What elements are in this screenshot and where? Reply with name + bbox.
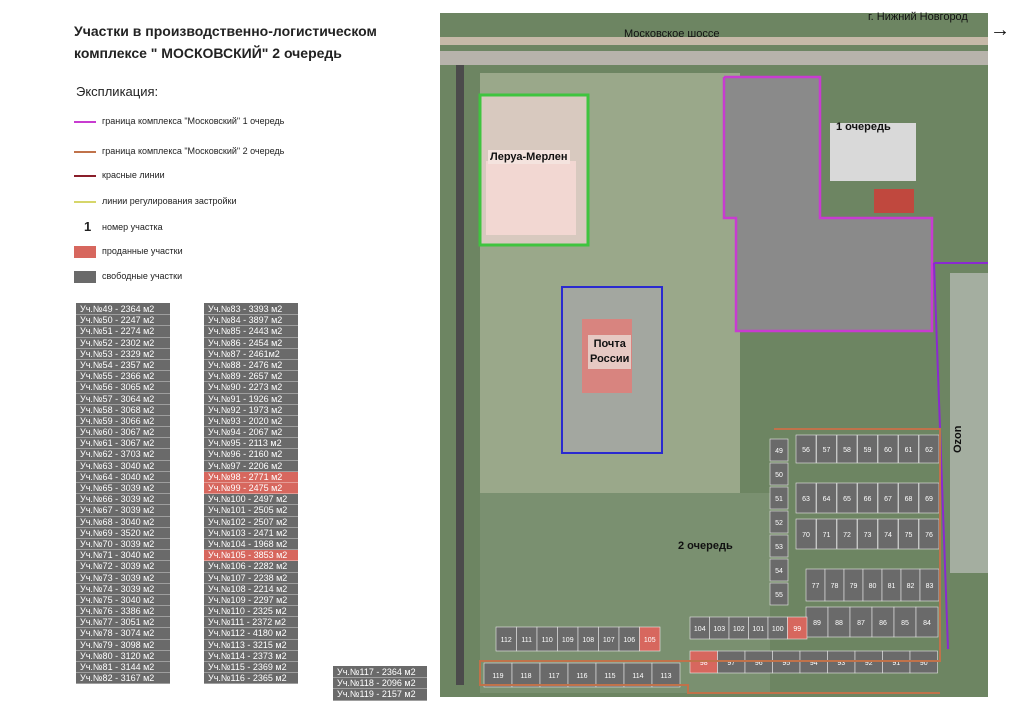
plot-number-101: 101 [752, 626, 765, 633]
plot-row: Уч.№88 - 2476 м2 [204, 360, 298, 371]
plot-number-51: 51 [775, 496, 783, 503]
plot-row: Уч.№85 - 2443 м2 [204, 326, 298, 337]
plot-row: Уч.№60 - 3067 м2 [76, 427, 170, 438]
plot-number-66: 66 [863, 496, 872, 503]
plot-row: Уч.№102 - 2507 м2 [204, 517, 298, 528]
plot-row: Уч.№101 - 2505 м2 [204, 505, 298, 516]
plot-number-88: 88 [835, 620, 843, 627]
plot-row: Уч.№113 - 3215 м2 [204, 640, 298, 651]
plot-row: Уч.№83 - 3393 м2 [204, 304, 298, 315]
plot-number-96: 96 [754, 660, 763, 667]
plot-row: Уч.№76 - 3386 м2 [76, 606, 170, 617]
highway-label: Московское шоссе [624, 28, 720, 40]
plot-number-79: 79 [849, 583, 858, 590]
legend-label: свободные участки [102, 271, 183, 281]
plot-number-53: 53 [775, 544, 783, 551]
plot-row: Уч.№105 - 3853 м2 [204, 550, 298, 561]
plot-number-116: 116 [576, 673, 588, 680]
plot-number-84: 84 [923, 620, 931, 627]
plot-number-93: 93 [837, 660, 846, 667]
plot-row: Уч.№91 - 1926 м2 [204, 394, 298, 405]
legend-label: проданные участки [102, 246, 183, 256]
plot-row: Уч.№103 - 2471 м2 [204, 528, 298, 539]
plot-row: Уч.№80 - 3120 м2 [76, 651, 170, 662]
plot-number-71: 71 [822, 532, 831, 539]
phase2-label: 2 очередь [678, 540, 733, 552]
plot-row: Уч.№67 - 3039 м2 [76, 505, 170, 516]
plot-number-83: 83 [925, 583, 934, 590]
plot-number-94: 94 [809, 660, 818, 667]
plot-number-76: 76 [925, 532, 933, 539]
plot-row: Уч.№97 - 2206 м2 [204, 461, 298, 472]
plot-row: Уч.№55 - 2366 м2 [76, 371, 170, 382]
plot-number-106: 106 [623, 637, 636, 644]
red-lines-swatch [74, 175, 96, 177]
phase2-border-swatch [74, 151, 96, 153]
plot-number-95: 95 [782, 660, 791, 667]
plot-row: Уч.№92 - 1973 м2 [204, 405, 298, 416]
legend-item-building-lines [74, 194, 434, 210]
plot-row: Уч.№109 - 2297 м2 [204, 595, 298, 606]
plot-number-52: 52 [775, 520, 783, 527]
plot-row: Уч.№64 - 3040 м2 [76, 472, 170, 483]
post-label-line1: Почта [593, 338, 626, 350]
plot-row: Уч.№57 - 3064 м2 [76, 394, 170, 405]
free-swatch [74, 271, 96, 283]
west-road [456, 65, 464, 685]
plot-number-98: 98 [699, 660, 708, 667]
plot-number-99: 99 [793, 626, 802, 633]
plot-number-65: 65 [843, 496, 851, 503]
plot-row: Уч.№107 - 2238 м2 [204, 573, 298, 584]
legend-item-sold [74, 244, 434, 260]
plot-row: Уч.№54 - 2357 м2 [76, 360, 170, 371]
plot-row: Уч.№77 - 3051 м2 [76, 617, 170, 628]
plot-number-74: 74 [884, 532, 892, 539]
plot-row: Уч.№69 - 3520 м2 [76, 528, 170, 539]
plot-number-49: 49 [775, 448, 783, 455]
plot-number-107: 107 [602, 637, 615, 644]
plot-number-115: 115 [604, 673, 616, 680]
plot-row: Уч.№98 - 2771 м2 [204, 472, 298, 483]
plot-row: Уч.№50 - 2247 м2 [76, 315, 170, 326]
legend-label: красные линии [102, 170, 165, 180]
legend-item-phase1-border [74, 114, 434, 130]
plot-row: Уч.№58 - 3068 м2 [76, 405, 170, 416]
plot-row: Уч.№84 - 3897 м2 [204, 315, 298, 326]
plot-row: Уч.№51 - 2274 м2 [76, 326, 170, 337]
plot-number-67: 67 [884, 496, 892, 503]
plot-row: Уч.№71 - 3040 м2 [76, 550, 170, 561]
plot-number-82: 82 [906, 583, 915, 590]
plot-row: Уч.№119 - 2157 м2 [333, 689, 427, 700]
plot-number-86: 86 [879, 620, 887, 627]
plot-row: Уч.№82 - 3167 м2 [76, 673, 170, 684]
plot-number-78: 78 [830, 583, 839, 590]
plot-number-57: 57 [822, 447, 831, 454]
plot-number-91: 91 [892, 660, 901, 667]
plot-row: Уч.№65 - 3039 м2 [76, 483, 170, 494]
legend-item-red-lines [74, 168, 434, 184]
plot-row: Уч.№79 - 3098 м2 [76, 640, 170, 651]
plot-row: Уч.№66 - 3039 м2 [76, 494, 170, 505]
legend-label: граница комплекса "Московский" 1 очередь [102, 116, 285, 126]
plot-number-85: 85 [901, 620, 909, 627]
plot-row: Уч.№118 - 2096 м2 [333, 678, 427, 689]
plot-row: Уч.№104 - 1968 м2 [204, 539, 298, 550]
plot-number-64: 64 [822, 496, 831, 503]
plot-number-77: 77 [811, 583, 820, 590]
plot-row: Уч.№70 - 3039 м2 [76, 539, 170, 550]
plot-number-68: 68 [904, 496, 913, 503]
plot-row: Уч.№93 - 2020 м2 [204, 416, 298, 427]
highway-road [440, 51, 988, 65]
plot-row: Уч.№74 - 3039 м2 [76, 584, 170, 595]
plot-number-92: 92 [864, 660, 873, 667]
plot-number-50: 50 [775, 472, 783, 479]
plot-number-102: 102 [732, 626, 745, 633]
plot-row: Уч.№78 - 3074 м2 [76, 628, 170, 639]
legend-label: номер участка [102, 222, 163, 232]
plot-row: Уч.№81 - 3144 м2 [76, 662, 170, 673]
ozon-area [950, 273, 988, 573]
plot-number-97: 97 [727, 660, 736, 667]
plot-row: Уч.№106 - 2282 м2 [204, 561, 298, 572]
site-map [440, 13, 988, 697]
plot-row: Уч.№75 - 3040 м2 [76, 595, 170, 606]
sold-swatch [74, 246, 96, 258]
plot-row: Уч.№116 - 2365 м2 [204, 673, 298, 684]
plot-number-symbol: 1 [84, 219, 92, 234]
plot-number-104: 104 [693, 626, 706, 633]
plot-row: Уч.№59 - 3066 м2 [76, 416, 170, 427]
plot-number-113: 113 [660, 673, 672, 680]
plot-row: Уч.№94 - 2067 м2 [204, 427, 298, 438]
direction-arrow-icon: → [990, 19, 1010, 41]
plot-number-55: 55 [775, 592, 783, 599]
plot-number-117: 117 [548, 673, 560, 680]
leroy-label: Леруа-Мерлен [490, 151, 568, 163]
legend-label: граница комплекса "Московский" 2 очередь [102, 146, 285, 156]
plot-row: Уч.№56 - 3065 м2 [76, 382, 170, 393]
plot-number-54: 54 [775, 568, 783, 575]
plot-number-119: 119 [492, 673, 504, 680]
plot-number-56: 56 [802, 447, 810, 454]
plot-row: Уч.№87 - 2461м2 [204, 349, 298, 360]
plot-number-81: 81 [887, 583, 896, 590]
building-lines-swatch [74, 201, 96, 203]
phase1-label: 1 очередь [836, 121, 891, 133]
plot-number-108: 108 [582, 637, 595, 644]
plots-table-column-1 [76, 303, 170, 684]
plot-row: Уч.№110 - 2325 м2 [204, 606, 298, 617]
plot-number-60: 60 [884, 447, 892, 454]
plot-row: Уч.№63 - 3040 м2 [76, 461, 170, 472]
legend-item-phase2-border [74, 144, 434, 160]
plot-number-61: 61 [904, 447, 913, 454]
legend-title: Экспликация: [76, 84, 159, 99]
plot-number-103: 103 [713, 626, 726, 633]
plot-row: Уч.№49 - 2364 м2 [76, 304, 170, 315]
plot-number-114: 114 [632, 673, 644, 680]
plot-row: Уч.№89 - 2657 м2 [204, 371, 298, 382]
plot-row: Уч.№99 - 2475 м2 [204, 483, 298, 494]
plot-row: Уч.№61 - 3067 м2 [76, 438, 170, 449]
phase1-border-swatch [74, 121, 96, 123]
plot-row: Уч.№100 - 2497 м2 [204, 494, 298, 505]
plot-row: Уч.№115 - 2369 м2 [204, 662, 298, 673]
site-map-drawing [440, 13, 988, 697]
post-label [588, 335, 631, 369]
plot-row: Уч.№62 - 3703 м2 [76, 449, 170, 460]
plot-number-75: 75 [904, 532, 913, 539]
plot-row: Уч.№114 - 2373 м2 [204, 651, 298, 662]
plot-number-89: 89 [813, 620, 821, 627]
title-line-1: Участки в производственно-логистическом [74, 23, 377, 39]
plot-number-58: 58 [843, 447, 851, 454]
plot-number-69: 69 [925, 496, 933, 503]
city-label: г. Нижний Новгород [868, 11, 968, 23]
page-title [74, 20, 434, 64]
ozon-label: Ozon [952, 425, 964, 453]
legend-label: линии регулирования застройки [102, 196, 237, 206]
legend-item-free [74, 269, 434, 285]
plot-row: Уч.№72 - 3039 м2 [76, 561, 170, 572]
plot-number-105: 105 [643, 637, 656, 644]
plot-number-62: 62 [925, 447, 933, 454]
leroy-building [486, 161, 576, 235]
plot-number-111: 111 [521, 637, 533, 644]
plot-row: Уч.№53 - 2329 м2 [76, 349, 170, 360]
plot-number-112: 112 [500, 637, 512, 644]
plot-number-72: 72 [843, 532, 851, 539]
plot-number-118: 118 [520, 673, 532, 680]
plot-row: Уч.№73 - 3039 м2 [76, 573, 170, 584]
title-line-2: комплексе " МОСКОВСКИЙ" 2 очередь [74, 45, 342, 61]
post-label-line2: России [590, 353, 630, 365]
plot-number-109: 109 [561, 637, 574, 644]
plot-row: Уч.№68 - 3040 м2 [76, 517, 170, 528]
plot-row: Уч.№108 - 2214 м2 [204, 584, 298, 595]
plot-number-73: 73 [863, 532, 872, 539]
plot-number-80: 80 [868, 583, 877, 590]
legend-item-plot-number [74, 220, 434, 236]
plots-table-column-2 [204, 303, 298, 684]
plot-row: Уч.№86 - 2454 м2 [204, 338, 298, 349]
plot-row: Уч.№112 - 4180 м2 [204, 628, 298, 639]
plot-row: Уч.№96 - 2160 м2 [204, 449, 298, 460]
plots-table-column-3 [333, 666, 427, 701]
plot-number-70: 70 [802, 532, 810, 539]
plot-number-59: 59 [863, 447, 872, 454]
plot-row: Уч.№111 - 2372 м2 [204, 617, 298, 628]
phase1-red-building [874, 189, 914, 213]
plot-number-100: 100 [771, 626, 784, 633]
plot-number-90: 90 [919, 660, 928, 667]
plot-row: Уч.№95 - 2113 м2 [204, 438, 298, 449]
plot-row: Уч.№52 - 2302 м2 [76, 338, 170, 349]
plot-number-87: 87 [857, 620, 865, 627]
plot-number-110: 110 [541, 637, 553, 644]
plot-row: Уч.№90 - 2273 м2 [204, 382, 298, 393]
plot-row: Уч.№117 - 2364 м2 [333, 667, 427, 678]
plot-number-63: 63 [802, 496, 810, 503]
